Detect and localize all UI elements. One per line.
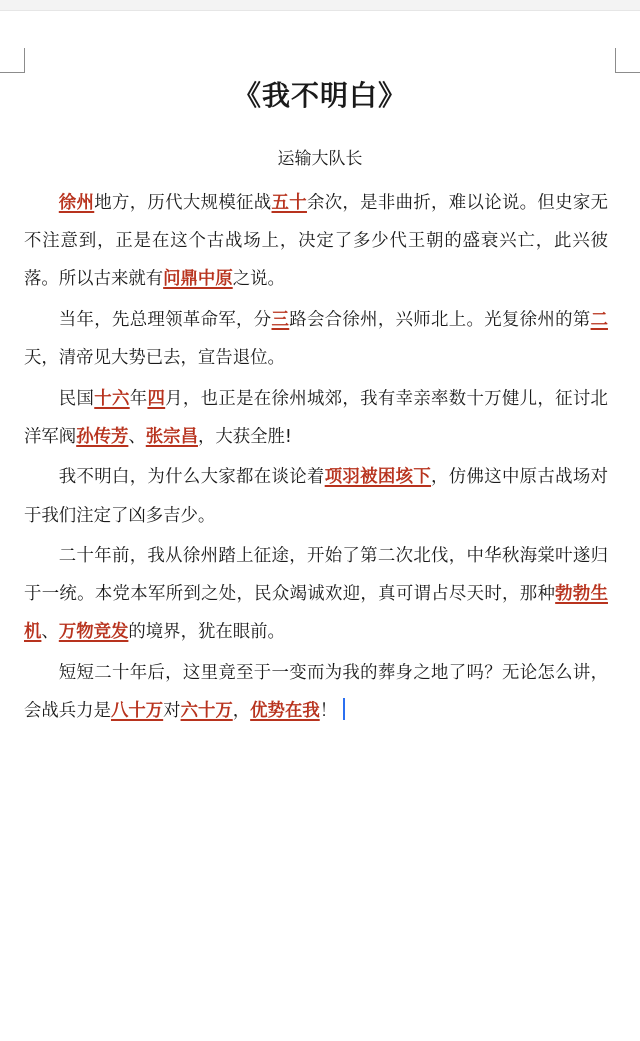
- highlighted-term: 项羽被困垓下: [324, 467, 432, 488]
- highlighted-term: 四: [147, 388, 166, 409]
- paragraph: [24, 301, 608, 377]
- paragraph-text: 年: [129, 388, 148, 409]
- document-author: 运输大队长: [277, 149, 363, 169]
- document-body[interactable]: [24, 184, 608, 733]
- highlighted-term: 孙传芳: [76, 426, 129, 447]
- paragraph-text: ，仿佛这中原古战场对于我们注定了凶多吉少。: [24, 467, 608, 526]
- paragraph-text: ，: [232, 701, 251, 722]
- paragraph: [24, 380, 608, 456]
- paragraph-text: ！: [319, 701, 338, 722]
- page-corner-mark-right: [615, 48, 640, 73]
- paragraph: [24, 654, 608, 730]
- paragraph-text: 之说。: [232, 269, 285, 290]
- paragraph-text: 路会合徐州，兴师北上。光复徐州的第: [289, 309, 591, 330]
- paragraph-text: 的境界，犹在眼前。: [128, 622, 285, 643]
- paragraph: [24, 537, 608, 651]
- highlighted-term: 问鼎中原: [163, 269, 233, 290]
- paragraph-text: 月，也正是在徐州城郊，我有幸亲率数十万健儿，征讨北洋军阀: [24, 388, 608, 447]
- highlighted-term: 六十万: [180, 701, 233, 722]
- paragraph-text: 地方，历代大规模征战: [94, 193, 272, 213]
- paragraph: [24, 184, 608, 298]
- paragraph-text: 二十年前，我从徐州踏上征途，开始了第二次北伐，中华秋海棠叶遂归于一统。本党本军所到之处，民众竭诚欢迎，真可谓占尽天时，那种: [24, 546, 608, 605]
- paragraph: [24, 458, 608, 534]
- paragraph-text: 短短二十年后，这里竟至于一变而为我的葬身之地了吗？无论怎么讲，会战兵力是: [24, 663, 608, 722]
- top-bar: [0, 0, 640, 11]
- document-title: 《我不明白》: [232, 79, 407, 112]
- highlighted-term: 三: [271, 309, 290, 330]
- paragraph-text: 天，清帝见大势已去，宣告退位。: [24, 347, 285, 368]
- paragraph-text: 余次，是非曲折，难以论说。但史家无不注意到，正是在这个古战场上，决定了多少代王朝的盛衰兴亡，此兴彼落。所以古来就有: [24, 193, 608, 290]
- paragraph-text: 、: [41, 622, 59, 643]
- highlighted-term: 优势在我: [250, 701, 320, 722]
- paragraph-text: 、: [128, 426, 146, 447]
- highlighted-term: 二: [590, 309, 608, 330]
- paragraph-text: 我不明白，为什么大家都在谈论着: [58, 467, 325, 488]
- highlighted-term: 五十: [271, 193, 307, 213]
- paragraph-text: ，大获全胜!: [197, 426, 292, 447]
- text-cursor: [343, 698, 345, 720]
- highlighted-term: 八十万: [110, 701, 164, 722]
- paragraph-text: 当年，先总理领革命军，分: [58, 309, 272, 330]
- paragraph-text: 民国: [58, 388, 95, 409]
- highlighted-term: 十六: [94, 388, 130, 409]
- highlighted-term: 张宗昌: [145, 426, 198, 447]
- highlighted-term: 徐州: [58, 193, 95, 213]
- paragraph-text: 对: [163, 701, 181, 722]
- highlighted-term: 勃勃生机: [24, 584, 608, 643]
- highlighted-term: 万物竞发: [58, 622, 129, 643]
- page-corner-mark-left: [0, 48, 25, 73]
